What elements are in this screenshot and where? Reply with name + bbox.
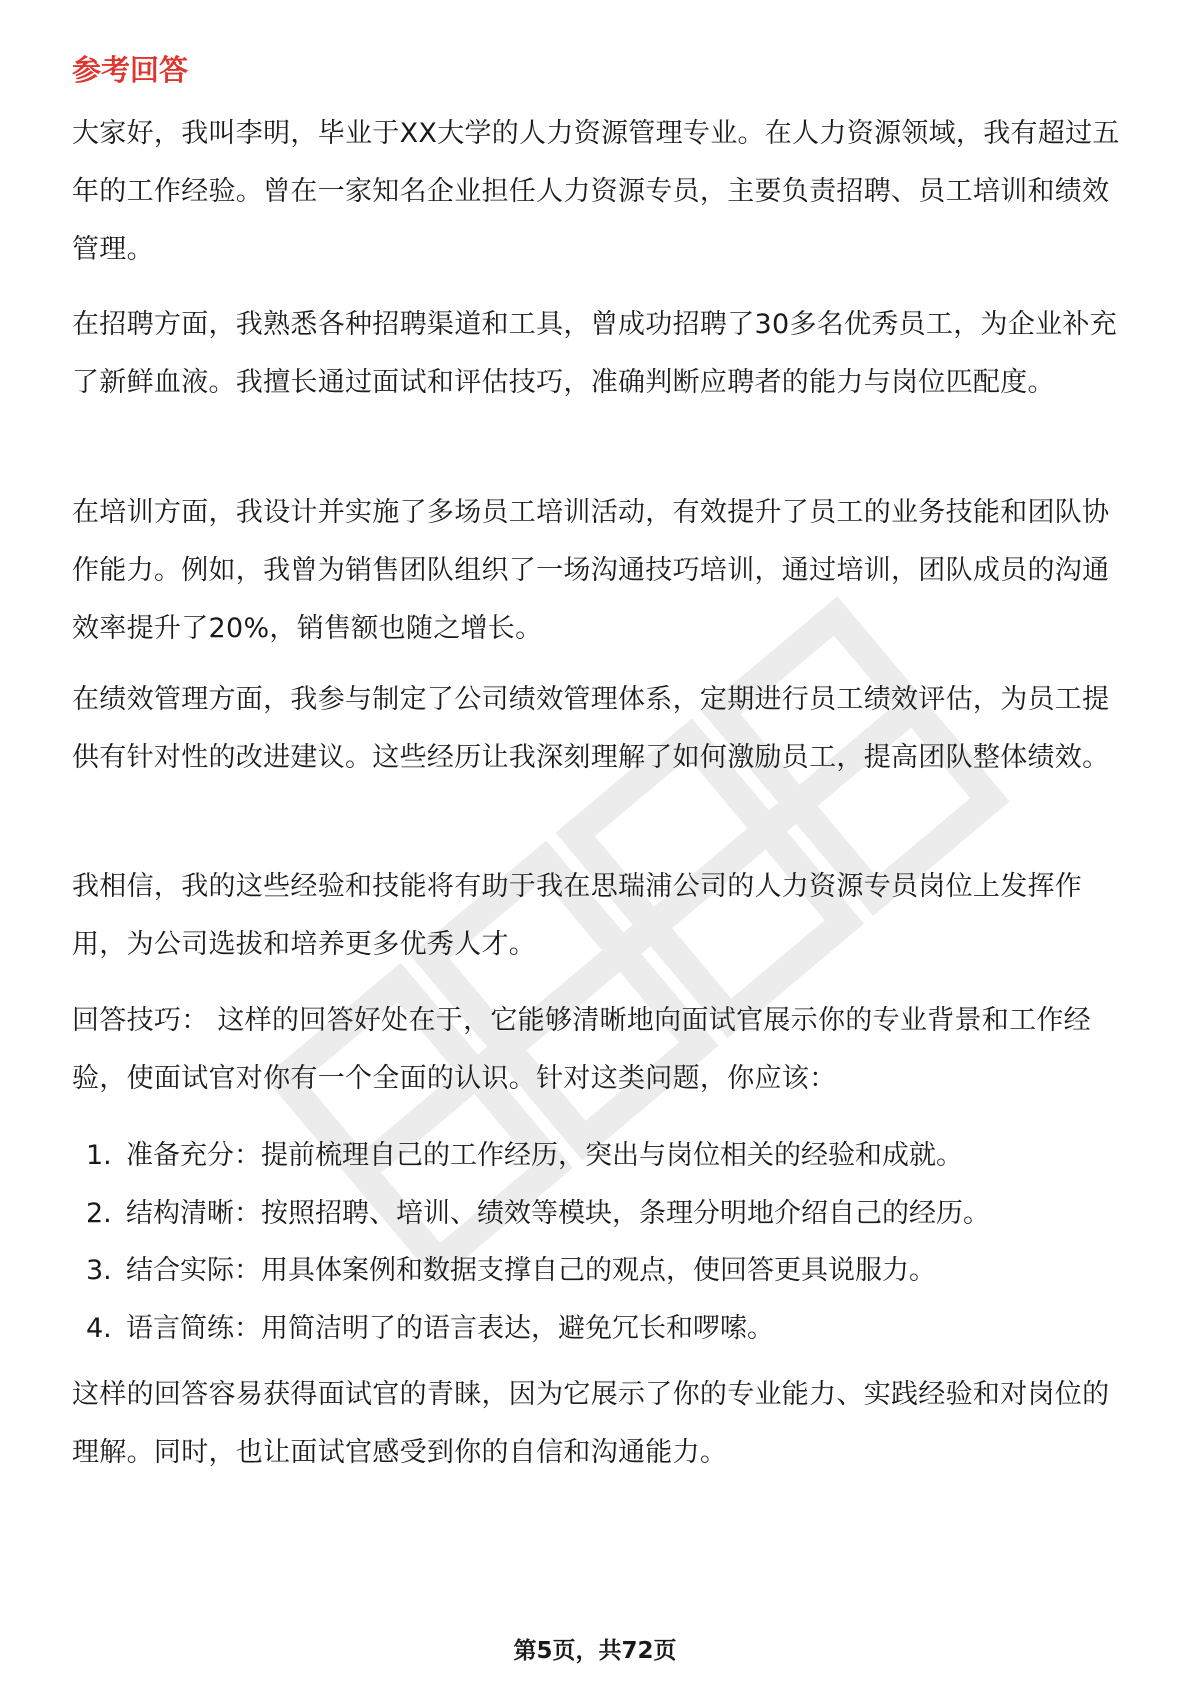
paragraph-recruiting: 在招聘方面，我熟悉各种招聘渠道和工具，曾成功招聘了30多名优秀员工，为企业补充了新鲜血液。我擅长通过面试和评估技巧，准确判断应聘者的能力与岗位匹配度。 [72,309,1118,398]
list-number: 4. [86,1312,112,1344]
paragraph-closing: 这样的回答容易获得面试官的青睐，因为它展示了你的专业能力、实践经验和对岗位的理解。同时，也让面试官感受到你的自信和沟通能力。 [72,1379,1110,1468]
paragraph-intro: 大家好，我叫李明，毕业于XX大学的人力资源管理专业。在人力资源领域，我有超过五年的工作经验。曾在一家知名企业担任人力资源专员，主要负责招聘、员工培训和绩效管理。 [72,118,1120,265]
list-text: 结构清晰：按照招聘、培训、绩效等模块，条理分明地介绍自己的经历。 [126,1197,990,1229]
list-number: 2. [86,1197,112,1229]
list-item [72,1242,1122,1300]
list-item [72,1185,1122,1243]
paragraph-training: 在培训方面，我设计并实施了多场员工培训活动，有效提升了员工的业务技能和团队协作能力。例如，我曾为销售团队组织了一场沟通技巧培训，通过培训，团队成员的沟通效率提升了20%，销售额也随之增长。 [72,497,1110,644]
list-text: 准备充分：提前梳理自己的工作经历，突出与岗位相关的经验和成就。 [126,1140,963,1171]
tips-list [72,1127,1122,1357]
section-heading: 参考回答 [72,53,189,87]
page-number-footer: 第5页，共72页 [513,1638,677,1664]
paragraph-performance: 在绩效管理方面，我参与制定了公司绩效管理体系，定期进行员工绩效评估，为员工提供有针对性的改进建议。这些经历让我深刻理解了如何激励员工，提高团队整体绩效。 [72,684,1110,773]
paragraph-tips-intro: 回答技巧： 这样的回答好处在于，它能够清晰地向面试官展示你的专业背景和工作经验，使面试官对你有一个全面的认识。针对这类问题，你应该： [72,1005,1091,1094]
list-text: 结合实际：用具体案例和数据支撑自己的观点，使回答更具说服力。 [126,1255,936,1286]
list-number: 1. [86,1140,112,1171]
paragraph-conclusion: 我相信，我的这些经验和技能将有助于我在思瑞浦公司的人力资源专员岗位上发挥作用，为公司选拔和培养更多优秀人才。 [72,871,1083,960]
list-text: 语言简练：用简洁明了的语言表达，避免冗长和啰嗦。 [126,1312,774,1344]
list-item [72,1127,1122,1185]
list-number: 3. [86,1255,112,1286]
list-item [72,1300,1122,1358]
